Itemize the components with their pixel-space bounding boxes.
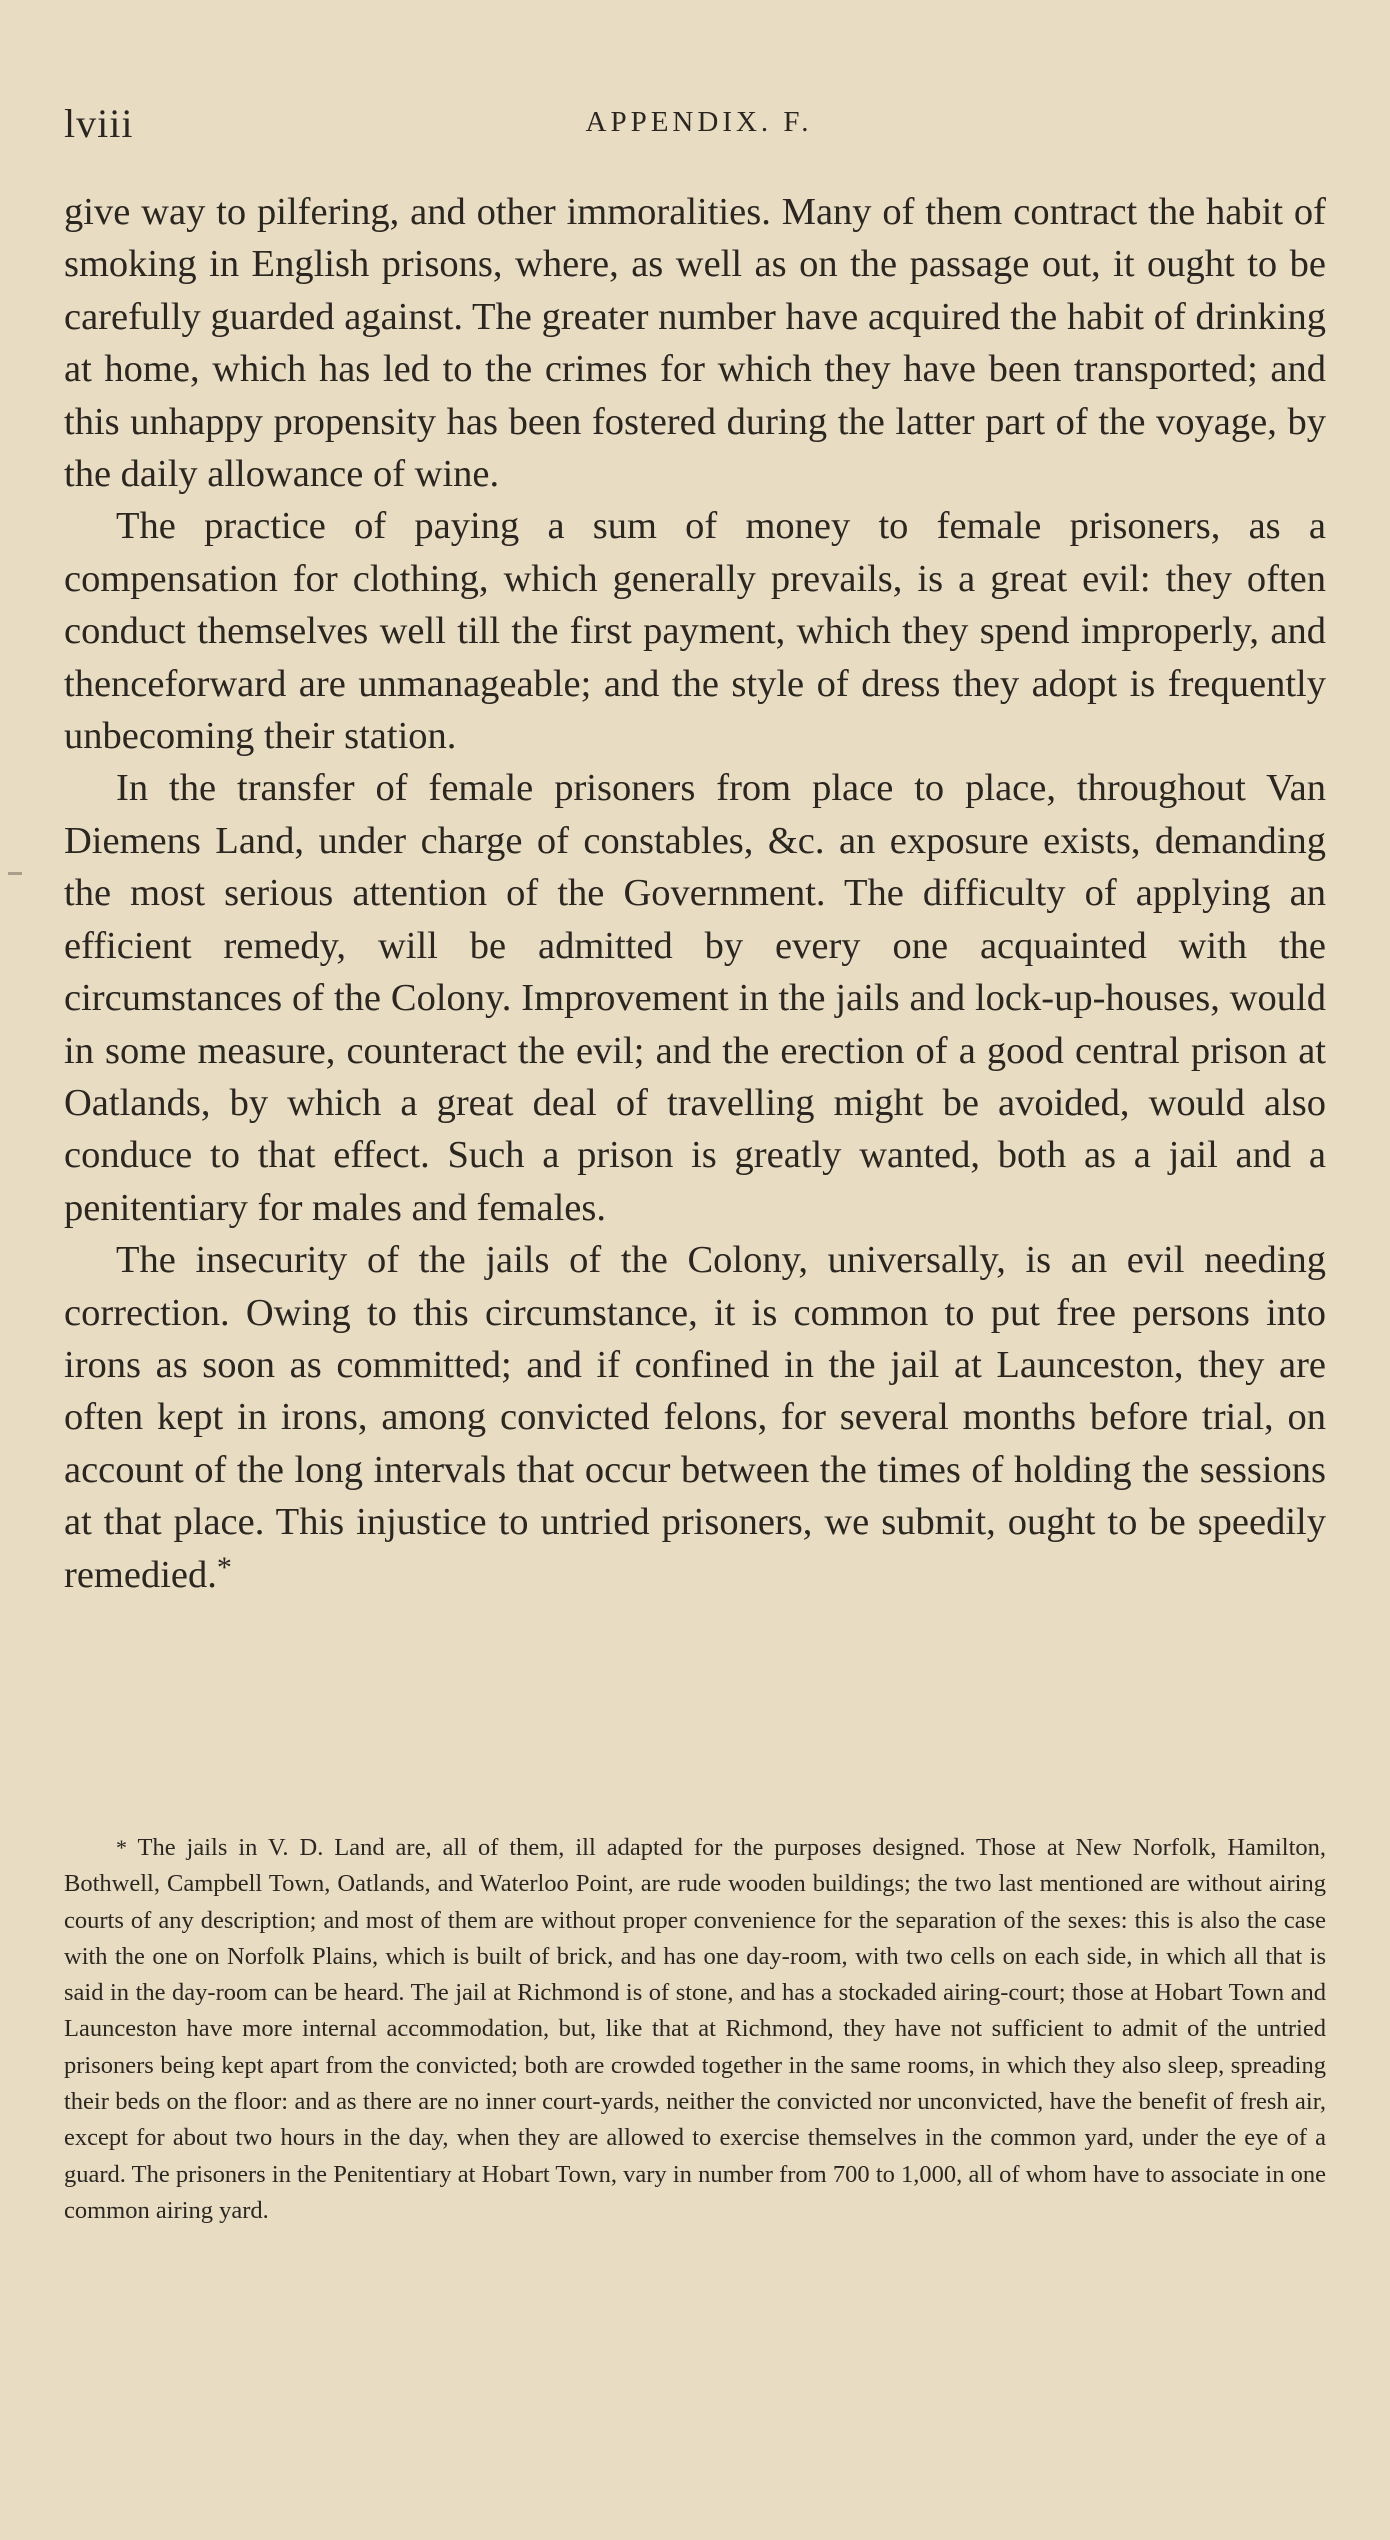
footnote-text: The jails in V. D. Land are, all of them, ill adapted for the purposes designed. Those at New Norfolk, Hamilton, Bothwell, Campbell Town, Oatlands, and Waterloo Point, are rude wooden buildings; the two last mentioned are without airing courts of any description; and most of them are without proper convenience for the separation of the sexes: this is also the case with the one on Norfolk Plains, which is built of brick, and has one day-room, with two cells on each side, in which all that is said in the day-room can be heard. The jail at Richmond is of stone, and has a stockaded airing-court; those at Hobart Town and Launceston have more internal accommodation, but, like that at Richmond, they have not sufficient to admit of the untried prisoners being kept apart from the convicted; both are crowded together in the same rooms, in which they also sleep, spreading their beds on the floor: and as there are no inner court-yards, neither the convicted nor unconvicted, have the benefit of fresh air, except for about two hours in the day, when they are allowed to exercise themselves in the common yard, under the eye of a guard. The prisoners in the Penitentiary at Hobart Town, vary in number from 700 to 1,000, all of whom have to associate in one common airing yard. xyxy=(64,1834,1327,2224)
paragraph-3: In the transfer of female prisoners from place to place, throughout Van Diemens Land, under charge of constables, &c. an exposure exists, demanding the most serious attention of the Government. The difficulty of applying an efficient remedy, will be admitted by every one acquainted with the circumstances of the Colony. Improvement in the jails and lock-up-houses, would in some measure, counteract the evil; and the erection of a good central prison at Oatlands, by which a great deal of travelling might be avoided, would also conduce to that effect. Such a prison is greatly wanted, both as a jail and a penitentiary for males and females. xyxy=(64,767,1326,1229)
paragraph-4 xyxy=(64,1234,1326,1601)
footnote xyxy=(64,1830,1326,2229)
footnote-reference[interactable]: * xyxy=(216,1550,232,1584)
footnote-paragraph xyxy=(64,1830,1326,2229)
paragraph-4-text: The insecurity of the jails of the Colony, universally, is an evil needing correction. Owing to this circumstance, it is common to put free persons into irons as soon as committed; and if confined in the jail at Launceston, they are often kept in irons, among convicted felons, for several months before trial, on account of the long intervals that occur between the times of holding the sessions at that place. This injustice to untried prisoners, we submit, ought to be speedily remedied. xyxy=(64,1239,1326,1596)
running-title: APPENDIX. F. xyxy=(585,106,813,138)
body-text xyxy=(64,186,1326,1601)
footnote-marker: * xyxy=(116,1835,127,1860)
paragraph-1: give way to pilfering, and other immoralities. Many of them contract the habit of smoking in English prisons, where, as well as on the passage out, it ought to be carefully guarded against. The greater number have acquired the habit of drinking at home, which has led to the crimes for which they have been transported; and this unhappy propensity has been fostered during the latter part of the voyage, by the daily allowance of wine. xyxy=(64,191,1326,496)
margin-mark xyxy=(8,872,22,875)
paragraph-2: The practice of paying a sum of money to female prisoners, as a compensation for clothing, which generally prevails, is a great evil: they often conduct themselves well till the first payment, which they spend improperly, and thenceforward are unmanageable; and the style of dress they adopt is frequently unbecoming their station. xyxy=(64,505,1326,758)
running-head xyxy=(64,100,1334,150)
page-number: lviii xyxy=(64,101,134,146)
